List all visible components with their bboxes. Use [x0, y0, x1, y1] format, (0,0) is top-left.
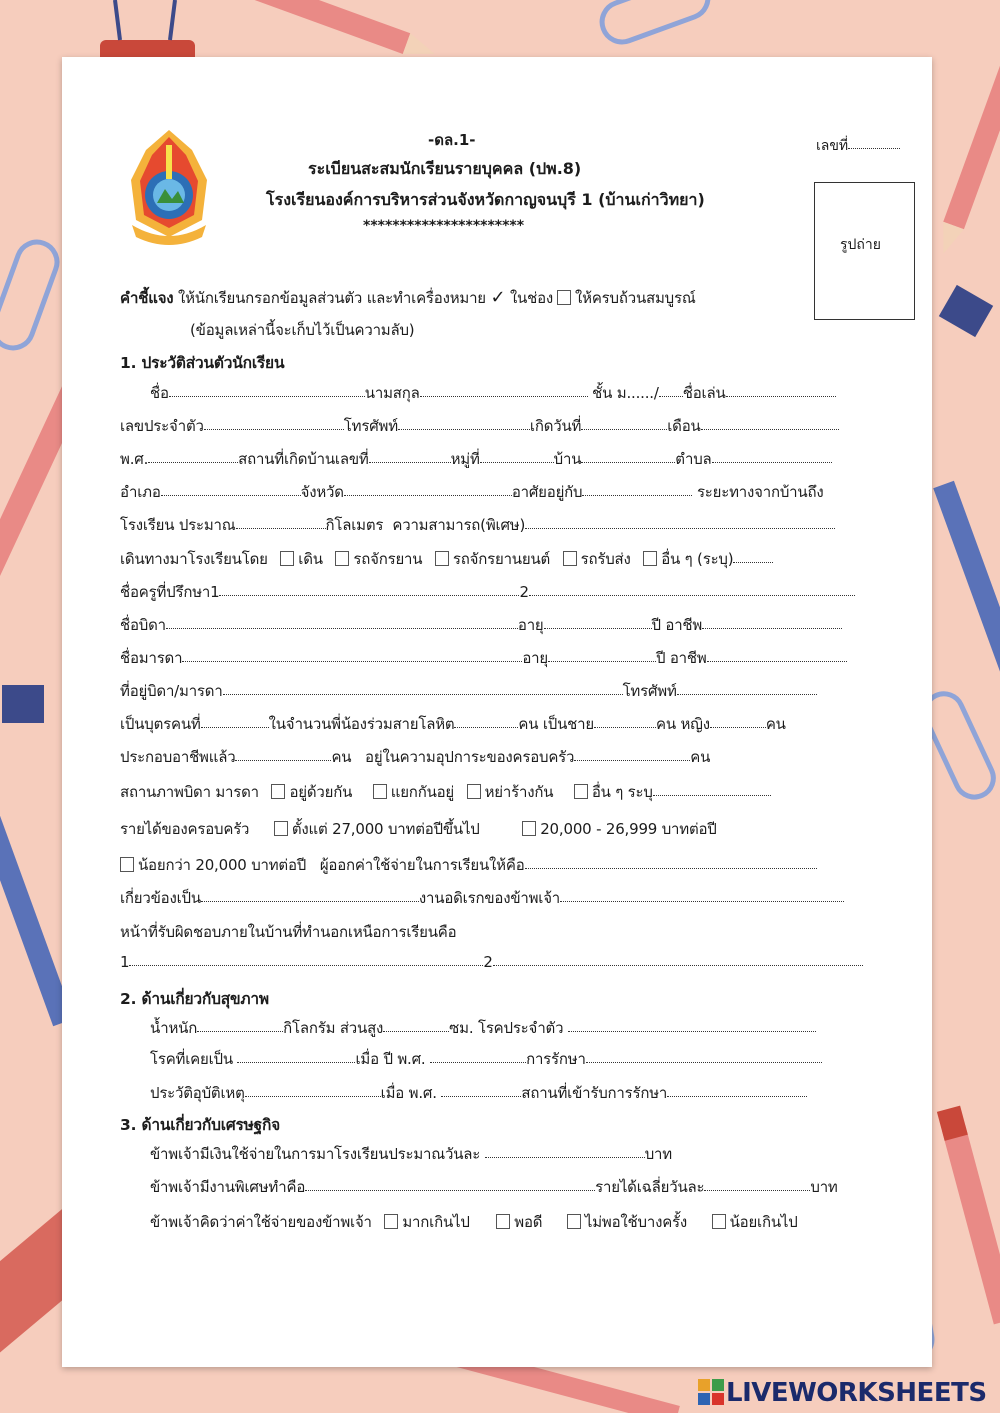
row-advisor: ชื่อครูที่ปรึกษา1 2 — [120, 580, 855, 604]
row-past-disease: โรคที่เคยเป็น เมื่อ ปี พ.ศ. การรักษา — [150, 1047, 822, 1071]
row-money: ข้าพเจ้ามีเงินใช้จ่ายในการมาโรงเรียนประมาณวันละ บาท — [150, 1145, 672, 1163]
row-father: ชื่อบิดา อายุ ปี อาชีพ — [120, 613, 842, 637]
status-other-checkbox[interactable] — [574, 784, 588, 799]
hospital-input[interactable] — [667, 1095, 807, 1097]
treatment-input[interactable] — [586, 1061, 822, 1063]
section2-title: 2. ด้านเกี่ยวกับสุขภาพ — [120, 990, 269, 1008]
number-label: เลขที่ — [816, 138, 849, 154]
row-income: รายได้ของครอบครัว ตั้งแต่ 27,000 บาทต่อปีขึ้นไป 20,000 - 26,999 บาทต่อปี — [120, 820, 717, 838]
row-id: เลขประจำตัว โทรศัพท์ เกิดวันที่ เดือน — [120, 414, 839, 438]
row-payer: น้อยกว่า 20,000 บาทต่อปี ผู้ออกค่าใช้จ่ายในการเรียนให้คือ — [120, 853, 817, 877]
surname-input[interactable] — [420, 395, 588, 397]
year-input[interactable] — [148, 461, 238, 463]
father-age-input[interactable] — [544, 627, 652, 629]
row-travel: เดินทางมาโรงเรียนโดย เดิน รถจักรยาน รถจักรยานยนต์ รถรับส่ง อื่น ๆ (ระบุ) — [120, 547, 773, 571]
male-input[interactable] — [594, 726, 656, 728]
child-no-input[interactable] — [201, 726, 269, 728]
liveworksheets-icon — [698, 1379, 724, 1405]
nickname-input[interactable] — [726, 395, 836, 397]
duty2-input[interactable] — [493, 964, 863, 966]
row-siblings: เป็นบุตรคนที่ ในจำนวนพี่น้องร่วมสายโลหิต คน เป็นชาย คน หญิง คน — [120, 715, 786, 733]
opinion-too-much-checkbox[interactable] — [384, 1214, 398, 1229]
payer-input[interactable] — [525, 867, 817, 869]
province-input[interactable] — [344, 494, 512, 496]
row-duties: หน้าที่รับผิดชอบภายในบ้านที่ทำนอกเหนือการเรียนคือ — [120, 923, 457, 941]
month-input[interactable] — [701, 428, 839, 430]
row-side-job: ข้าพเจ้ามีงานพิเศษทำคือ รายได้เฉลี่ยวันละ บาท — [150, 1178, 838, 1196]
siblings-input[interactable] — [454, 726, 518, 728]
status-divorced-checkbox[interactable] — [467, 784, 481, 799]
ability-input[interactable] — [525, 527, 835, 529]
travel-bicycle-checkbox[interactable] — [335, 551, 349, 566]
accident-input[interactable] — [245, 1095, 381, 1097]
row-opinion: ข้าพเจ้าคิดว่าค่าใช้จ่ายของข้าพเจ้า มากเกินไป พอดี ไม่พอใช้บางครั้ง น้อยเกินไป — [150, 1213, 798, 1231]
checkbox-icon — [557, 290, 571, 305]
relation-input[interactable] — [201, 900, 419, 902]
father-name-input[interactable] — [166, 627, 518, 629]
row-relation: เกี่ยวข้องเป็น งานอดิเรกของข้าพเจ้า — [120, 886, 844, 910]
section1-title: 1. ประวัติส่วนตัวนักเรียน — [120, 354, 285, 372]
row-birthplace: พ.ศ. สถานที่เกิดบ้านเลขที่ หมู่ที่ บ้าน ตำบล — [120, 447, 832, 471]
phone-input[interactable] — [398, 428, 530, 430]
stars-divider: ********************** — [363, 218, 525, 234]
avg-income-input[interactable] — [704, 1189, 810, 1191]
student-id-input[interactable] — [204, 428, 344, 430]
photo-label: รูปถ่าย — [840, 237, 881, 253]
liveworksheets-logo: LIVEWORKSHEETS — [698, 1378, 987, 1408]
page-code: -ดล.1- — [428, 131, 476, 149]
row-name: ชื่อ นามสกุล ชั้น ม....../ ชื่อเล่น — [150, 381, 836, 405]
row-parent-status: สถานภาพบิดา มารดา อยู่ด้วยกัน แยกกันอยู่ หย่าร้างกัน อื่น ๆ ระบุ — [120, 780, 771, 804]
row-distance: โรงเรียน ประมาณ กิโลเมตร ความสามารถ(พิเศษ) — [120, 513, 835, 537]
income-high-checkbox[interactable] — [274, 821, 288, 836]
employed-input[interactable] — [235, 759, 331, 761]
travel-motorcycle-checkbox[interactable] — [435, 551, 449, 566]
amphoe-input[interactable] — [161, 494, 301, 496]
accident-year-input[interactable] — [441, 1095, 521, 1097]
status-other-input[interactable] — [653, 794, 771, 796]
opinion-enough-checkbox[interactable] — [496, 1214, 510, 1229]
parent-address-input[interactable] — [223, 693, 623, 695]
mother-age-input[interactable] — [548, 660, 656, 662]
row-mother: ชื่อมารดา อายุ ปี อาชีพ — [120, 646, 847, 670]
instructions-line: คำชี้แจง ให้นักเรียนกรอกข้อมูลส่วนตัว และทำเครื่องหมาย ✓ ในช่อง ให้ครบถ้วนสมบูรณ์ — [120, 287, 696, 308]
travel-other-checkbox[interactable] — [643, 551, 657, 566]
disease-year-input[interactable] — [430, 1061, 526, 1063]
row-parent-address: ที่อยู่บิดา/มารดา โทรศัพท์ — [120, 679, 817, 703]
travel-walk-checkbox[interactable] — [280, 551, 294, 566]
school-logo — [122, 125, 217, 245]
distance-input[interactable] — [236, 527, 326, 529]
mother-name-input[interactable] — [182, 660, 522, 662]
travel-other-input[interactable] — [733, 561, 773, 563]
income-low-checkbox[interactable] — [120, 857, 134, 872]
lives-with-input[interactable] — [582, 494, 692, 496]
mother-job-input[interactable] — [707, 660, 847, 662]
status-separated-checkbox[interactable] — [373, 784, 387, 799]
chronic-disease-input[interactable] — [568, 1030, 816, 1032]
house-no-input[interactable] — [369, 461, 451, 463]
parent-phone-input[interactable] — [677, 693, 817, 695]
status-together-checkbox[interactable] — [271, 784, 285, 799]
advisor1-input[interactable] — [219, 594, 519, 596]
instructions-note: (ข้อมูลเหล่านี้จะเก็บไว้เป็นความลับ) — [190, 321, 415, 339]
daily-money-input[interactable] — [485, 1156, 645, 1158]
row-amphoe: อำเภอ จังหวัด อาศัยอยู่กับ ระยะทางจากบ้านถึง — [120, 483, 824, 501]
form-title: ระเบียนสะสมนักเรียนรายบุคคล (ปพ.8) — [308, 159, 582, 178]
row-duties-inputs: 1 2 — [120, 953, 863, 971]
moo-input[interactable] — [480, 461, 554, 463]
section3-title: 3. ด้านเกี่ยวกับเศรษฐกิจ — [120, 1116, 281, 1134]
advisor2-input[interactable] — [529, 594, 855, 596]
row-employed: ประกอบอาชีพแล้ว คน อยู่ในความอุปการะของครอบครัว คน — [120, 748, 711, 766]
tambon-input[interactable] — [712, 461, 832, 463]
side-job-input[interactable] — [305, 1189, 595, 1191]
checkmark-icon: ✓ — [490, 287, 506, 308]
travel-shuttle-checkbox[interactable] — [563, 551, 577, 566]
past-disease-input[interactable] — [237, 1061, 355, 1063]
female-input[interactable] — [710, 726, 766, 728]
dependent-input[interactable] — [574, 759, 690, 761]
weight-input[interactable] — [197, 1030, 283, 1032]
father-job-input[interactable] — [702, 627, 842, 629]
income-mid-checkbox[interactable] — [522, 821, 536, 836]
number-field[interactable] — [816, 135, 900, 157]
opinion-too-little-checkbox[interactable] — [712, 1214, 726, 1229]
row-weight: น้ำหนัก กิโลกรัม ส่วนสูง ซม. โรคประจำตัว — [150, 1016, 816, 1040]
height-input[interactable] — [383, 1030, 449, 1032]
birth-day-input[interactable] — [581, 428, 667, 430]
name-input[interactable] — [169, 395, 365, 397]
row-accident: ประวัติอุบัติเหตุ เมื่อ พ.ศ. สถานที่เข้ารับการรักษา — [150, 1081, 807, 1105]
opinion-insufficient-checkbox[interactable] — [567, 1214, 581, 1229]
duty1-input[interactable] — [129, 964, 483, 966]
instructions-label: คำชี้แจง — [120, 289, 174, 307]
grade-input[interactable] — [659, 395, 683, 397]
school-name: โรงเรียนองค์การบริหารส่วนจังหวัดกาญจนบุรี 1 (บ้านเก่าวิทยา) — [266, 190, 705, 209]
village-input[interactable] — [581, 461, 675, 463]
hobby-input[interactable] — [560, 900, 844, 902]
